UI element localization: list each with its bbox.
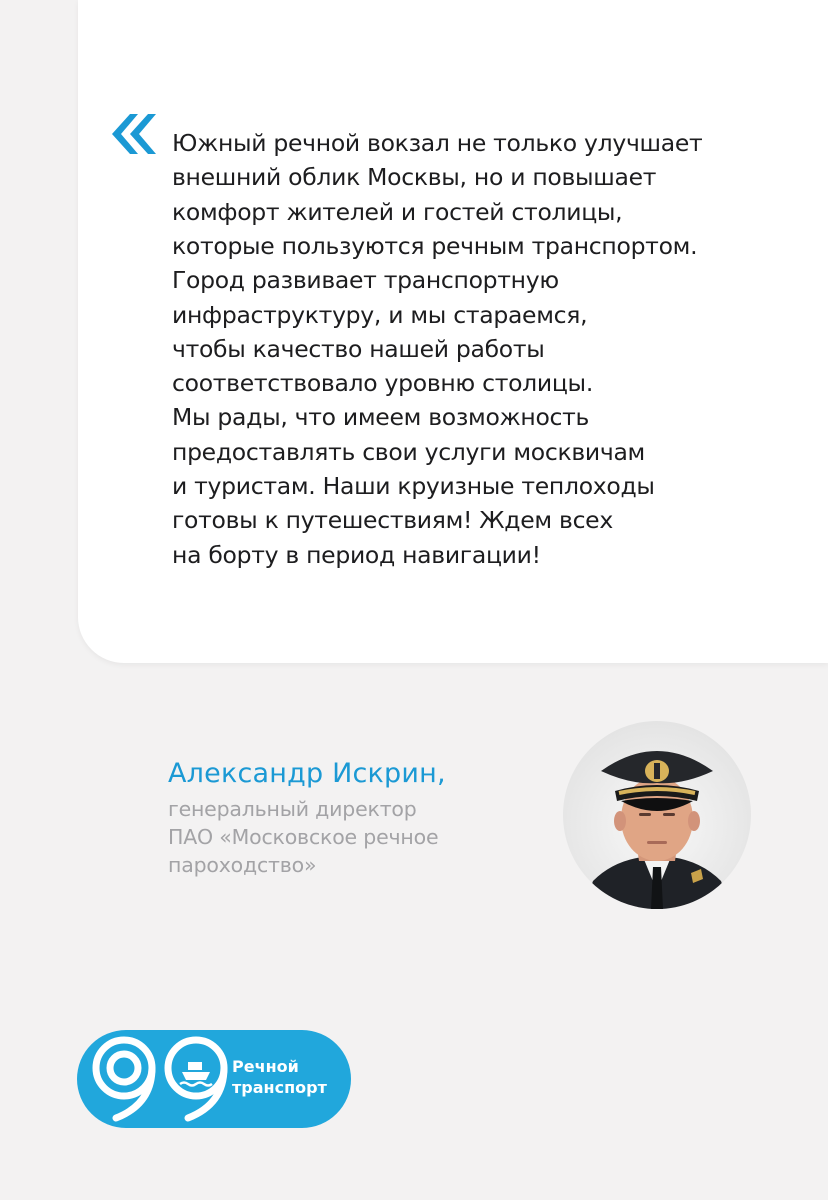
logo-text-line1: Речной <box>232 1057 299 1076</box>
quote-line: Мы рады, что имеем возможность <box>172 403 590 432</box>
nine-logo-icon <box>86 1034 164 1124</box>
quote-line: Южный речной вокзал не только улучшает <box>172 129 703 157</box>
author-portrait <box>563 721 751 909</box>
logo-text-line2: транспорт <box>232 1078 327 1097</box>
boat-nine-icon <box>158 1034 236 1124</box>
quote-line: на борту в период навигации! <box>172 540 541 569</box>
author-role <box>168 795 438 879</box>
quote-line: инфраструктуру, и мы стараемся, <box>172 300 588 329</box>
quote-line: внешний облик Москвы, но и повышает <box>172 163 657 192</box>
author-role-line: генеральный директор <box>168 797 417 821</box>
quote-line: Город развивает транспортную <box>172 266 559 295</box>
quote-line: которые пользуются речным транспортом. <box>172 231 698 260</box>
quote-line: и туристам. Наши круизные теплоходы <box>172 472 655 500</box>
portrait-illustration <box>563 721 751 909</box>
quote-line: комфорт жителей и гостей столицы, <box>172 197 623 226</box>
author-role-line: ПАО «Московское речное <box>168 825 439 849</box>
quote-mark-icon <box>108 112 158 156</box>
author-name: Александр Искрин, <box>168 758 446 789</box>
quote-line: чтобы качество нашей работы <box>172 334 545 363</box>
logo-text <box>232 1056 327 1098</box>
quote-line: соответствовало уровню столицы. <box>172 369 593 398</box>
quote-line: предоставлять свои услуги москвичам <box>172 437 645 466</box>
author-role-line: пароходство» <box>168 853 317 877</box>
quote-line: готовы к путешествиям! Ждем всех <box>172 506 613 535</box>
